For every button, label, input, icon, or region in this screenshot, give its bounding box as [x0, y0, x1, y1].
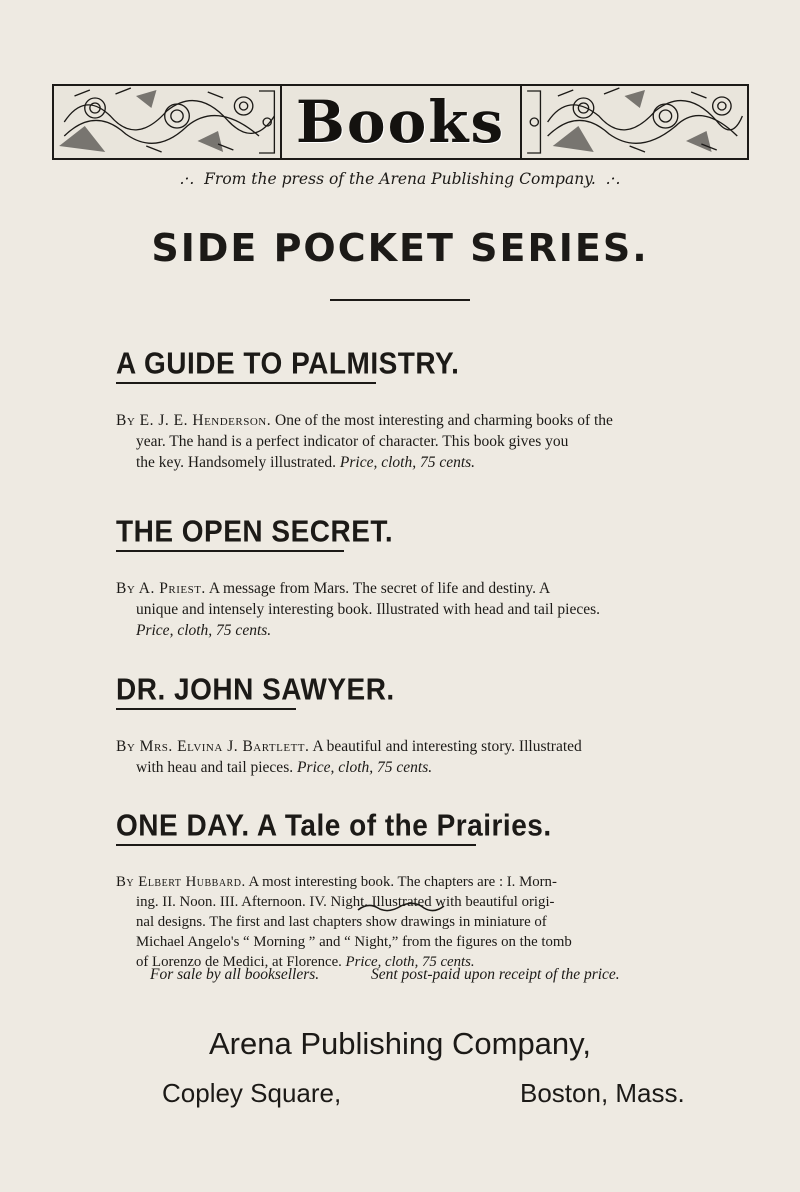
book-author: By E. J. E. Henderson.	[116, 412, 272, 429]
series-title: SIDE POCKET SERIES.	[151, 226, 649, 270]
book-title-palmistry: A GUIDE TO PALMISTRY.	[116, 345, 460, 380]
tilde-ornament	[356, 902, 446, 914]
book-title-rule	[116, 550, 344, 552]
book-description-one-day	[116, 872, 736, 972]
book-line: nal designs. The first and last chapters show drawings in miniature of	[136, 914, 547, 930]
banner-right-ornament	[522, 86, 748, 158]
address-left: Copley Square,	[162, 1078, 342, 1108]
book-line: One of the most interesting and charming books of the	[275, 412, 613, 429]
book-title-one-day: ONE DAY. A Tale of the Prairies.	[116, 807, 552, 842]
book-price: Price, cloth, 75 cents.	[339, 454, 476, 471]
postpaid-note: Sent post-paid upon receipt of the price.	[371, 966, 620, 983]
book-description-open-secret	[116, 578, 736, 641]
book-title-rule	[116, 708, 296, 710]
press-mark-left: .·.	[179, 170, 195, 188]
book-author: By Mrs. Elvina J. Bartlett.	[116, 738, 310, 755]
press-line	[0, 170, 800, 188]
address-right: Boston, Mass.	[520, 1078, 685, 1108]
press-line-text: From the press of the Arena Publishing Company.	[204, 170, 596, 188]
book-title-rule	[116, 844, 476, 846]
book-line: unique and intensely interesting book. Illustrated with head and tail pieces.	[136, 601, 601, 618]
book-description-john-sawyer	[116, 736, 736, 778]
book-line: with heau and tail pieces.	[136, 759, 294, 776]
book-author: By Elbert Hubbard.	[116, 874, 246, 890]
book-description-palmistry	[116, 410, 736, 473]
banner-title: Books	[295, 88, 506, 156]
book-price: Price, cloth, 75 cents.	[296, 759, 433, 776]
book-line: A most interesting book. The chapters are : I. Morn-	[248, 874, 557, 890]
books-banner	[52, 84, 749, 160]
book-line: year. The hand is a perfect indicator of character. This book gives you	[136, 433, 569, 450]
series-rule	[330, 299, 470, 301]
sale-note: For sale by all booksellers.	[150, 966, 320, 983]
banner-title-panel	[280, 86, 522, 158]
book-line: of Lorenzo de Medici, at Florence.	[136, 954, 342, 970]
book-line: Michael Angelo's “ Morning ” and “ Night,” from the figures on the tomb	[136, 934, 572, 950]
publisher-name: Arena Publishing Company,	[209, 1026, 591, 1061]
press-mark-right: .·.	[605, 170, 621, 188]
book-author: By A. Priest.	[116, 580, 206, 597]
book-title-john-sawyer: DR. JOHN SAWYER.	[116, 671, 395, 706]
book-line: ing. II. Noon. III. Afternoon. IV. Night. Illustrated with beautiful origi-	[136, 894, 555, 910]
banner-left-ornament	[54, 86, 280, 158]
book-price: Price, cloth, 75 cents.	[345, 954, 475, 970]
book-title-open-secret: THE OPEN SECRET.	[116, 513, 394, 548]
book-price: Price, cloth, 75 cents.	[136, 622, 272, 639]
book-line: the key. Handsomely illustrated.	[136, 454, 337, 471]
book-line: A message from Mars. The secret of life and destiny. A	[208, 580, 551, 597]
book-line: A beautiful and interesting story. Illustrated	[312, 738, 582, 755]
book-title-rule	[116, 382, 376, 384]
